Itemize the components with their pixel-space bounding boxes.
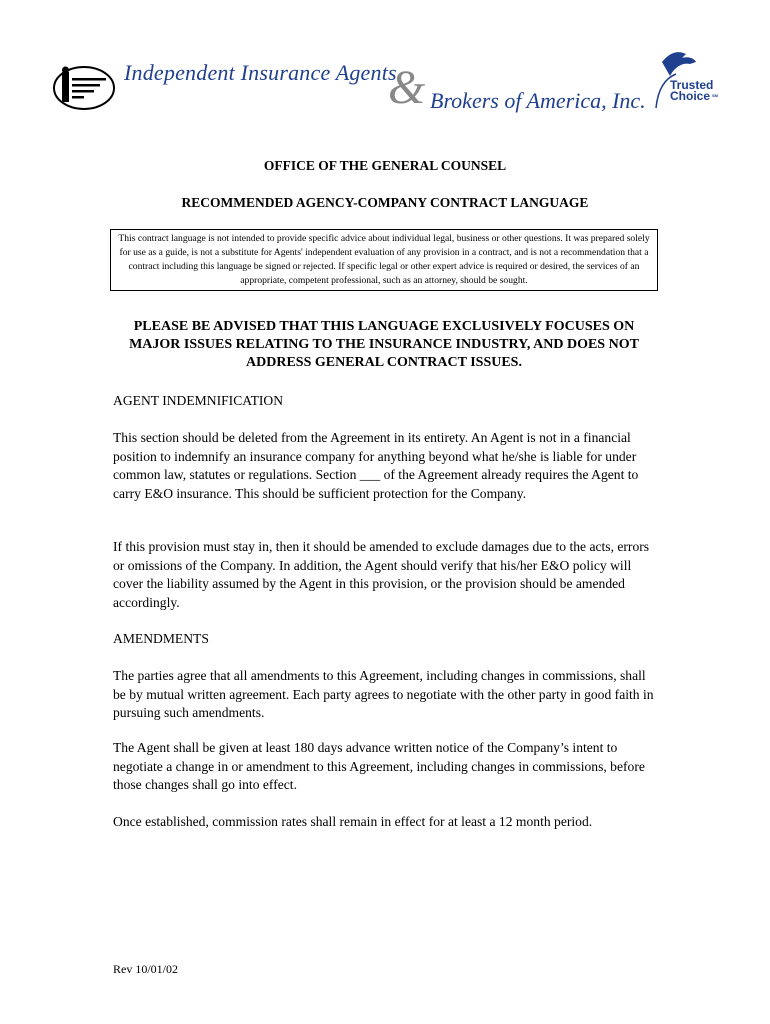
org-name-line2: Brokers of America, Inc.: [430, 88, 646, 113]
paragraph-amendments-1: The parties agree that all amendments to this Agreement, including changes in commissions, shall be by mutual written agreement. Each party agrees to negotiate with the other party in good faith in pursuing such amendments.: [113, 668, 654, 720]
trusted-choice-logo: [670, 78, 718, 103]
trusted-choice-line2: Choice: [670, 89, 711, 103]
disclaimer-box: This contract language is not intended to provide specific advice about individual legal, business or other questions. It was prepared solely for use as a guide, is not a substitute for Agents' independent evaluation of any provision in a contract, and is not a recommendation that a contract including this language be signed or rejected. If specific legal or other expert advice is required or desired, the services of an appropriate, competent professional, such as an attorney, should be sought.: [110, 229, 658, 291]
revision-footer: Rev 10/01/02: [113, 962, 178, 976]
paragraph-indemnification-2: If this provision must stay in, then it should be amended to exclude damages due to the acts, errors or omissions of the Company. In addition, the Agent should verify that his/her E&O policy will cover the liability assumed by the Agent in this provision, or the provision should be amended accordingly.: [113, 539, 650, 610]
section-heading-amendments: AMENDMENTS: [113, 631, 209, 646]
org-name-line1: Independent Insurance Agents: [124, 60, 397, 85]
paragraph-indemnification-1: This section should be deleted from the Agreement in its entirety. An Agent is not in a financial position to indemnify an insurance company for anything beyond what he/she is liable for under common law, statutes or regulations. Section ___ of the Agreement already requires the Agent to carry E&O insurance. This should be sufficient protection for the Company.: [113, 430, 639, 501]
trusted-choice-line1: Trusted: [670, 78, 714, 92]
paragraph-amendments-2: The Agent shall be given at least 180 days advance written notice of the Company’s intent to negotiate a change in or amendment to this Agreement, including changes in commissions, before those changes shall go into effect.: [113, 740, 645, 792]
advisory-notice: PLEASE BE ADVISED THAT THIS LANGUAGE EXCLUSIVELY FOCUSES ON MAJOR ISSUES RELATING TO THE INSURANCE INDUSTRY, AND DOES NOT ADDRESS GENERAL CONTRACT ISSUES.: [129, 319, 639, 370]
letterhead: [0, 0, 770, 130]
office-title: OFFICE OF THE GENERAL COUNSEL: [263, 158, 507, 173]
paragraph-amendments-3: Once established, commission rates shall remain in effect for at least a 12 month period.: [113, 814, 593, 829]
section-heading-indemnification: AGENT INDEMNIFICATION: [113, 393, 284, 408]
service-mark: SM: [712, 93, 718, 98]
ampersand-mark: &: [388, 61, 426, 114]
document-title: RECOMMENDED AGENCY-COMPANY CONTRACT LANGUAGE: [181, 195, 589, 210]
independent-agent-seal-logo: [52, 64, 116, 112]
